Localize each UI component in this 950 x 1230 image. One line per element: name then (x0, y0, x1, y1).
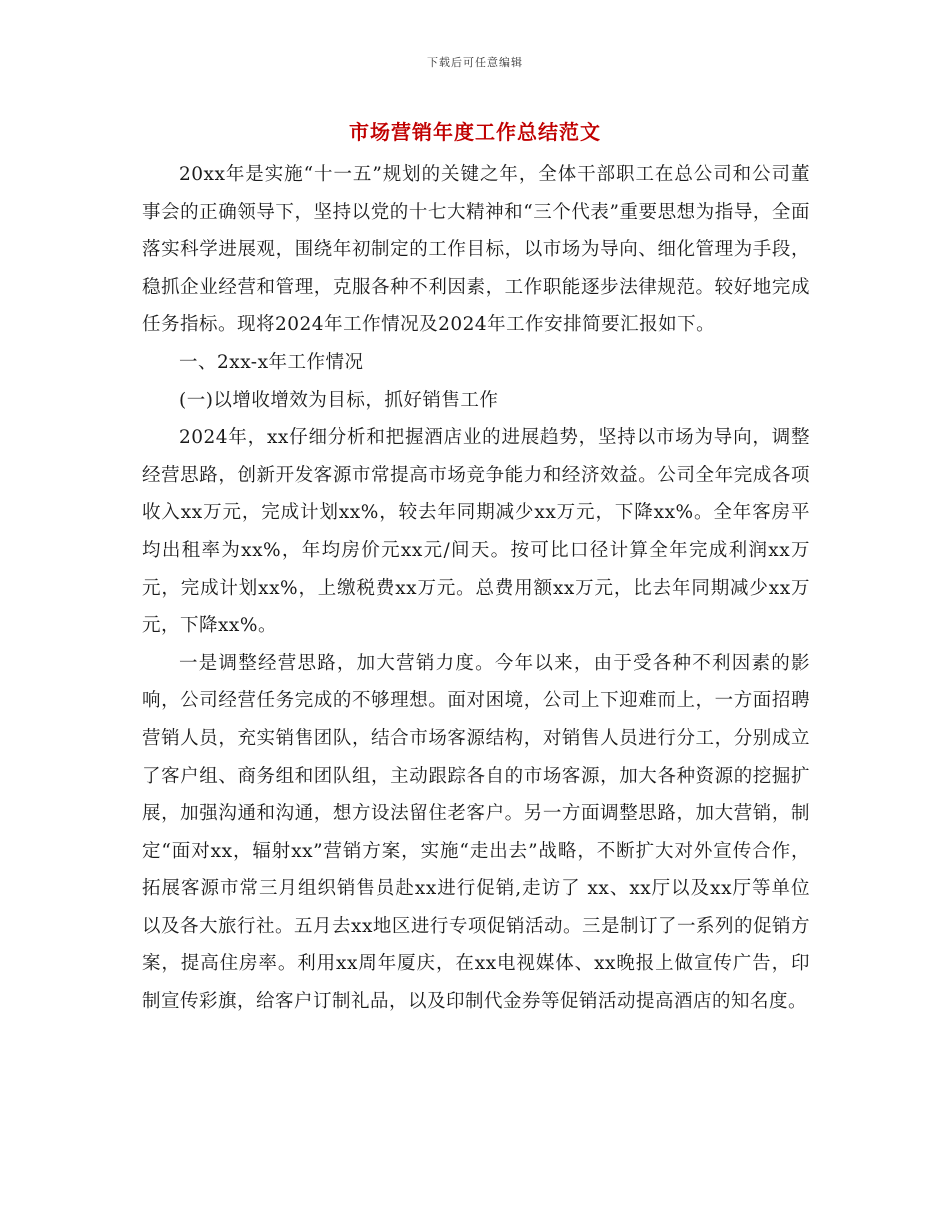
paragraph-intro: 20xx年是实施“十一五”规划的关键之年，全体干部职工在总公司和公司董事会的正确领导下，坚持以党的十七大精神和“三个代表”重要思想为指导，全面落实科学进展观，围绕年初制定的工作目标，以市场为导向、细化管理为手段，稳抓企业经营和管理，克服各种不利因素，工作职能逐步法律规范。较好地完成任务指标。现将2024年工作情况及2024年工作安排简要汇报如下。 (142, 164, 810, 336)
document-title: 市场营销年度工作总结范文 (349, 120, 601, 144)
paragraph-marketing: 一是调整经营思路，加大营销力度。今年以来，由于受各种不利因素的影响，公司经营任务完成的不够理想。面对困境，公司上下迎难而上，一方面招聘营销人员，充实销售团队，结合市场客源结构，对销售人员进行分工，分别成立了客户组、商务组和团队组，主动跟踪各自的市场客源，加大各种资源的挖掘扩展，加强沟通和沟通，想方设法留住老客户。另一方面调整思路，加大营销，制定“面对xx，辐射xx”营销方案，实施“走出去”战略，不断扩大对外宣传合作，拓展客源市常三月组织销售员赴xx进行促销,走访了 xx、xx厅以及xx厅等单位以及各大旅行社。五月去xx地区进行专项促销活动。三是制订了一系列的促销方案，提高住房率。利用xx周年厦庆，在xx电视媒体、xx晚报上做宣传广告，印制宣传彩旗，给客户订制礼品，以及印制代金券等促销活动提高酒店的知名度。 (142, 652, 810, 1013)
document-body (142, 156, 810, 1021)
subsection-heading: (一)以增收增效为目标，抓好销售工作 (179, 389, 499, 411)
paragraph-summary: 2024年，xx仔细分析和把握酒店业的进展趋势，坚持以市场为导向，调整经营思路，创新开发客源市常提高市场竞争能力和经济效益。公司全年完成各项收入xx万元，完成计划xx%，较去年同期减少xx万元，下降xx%。全年客房平均出租率为xx%，年均房价元xx元/间天。按可比口径计算全年完成利润xx万元，完成计划xx%，上缴税费xx万元。总费用额xx万元，比去年同期减少xx万元，下降xx%。 (142, 427, 810, 637)
header-note: 下载后可任意编辑 (427, 56, 523, 69)
section-heading: 一、2xx-x年工作情况 (179, 351, 364, 373)
